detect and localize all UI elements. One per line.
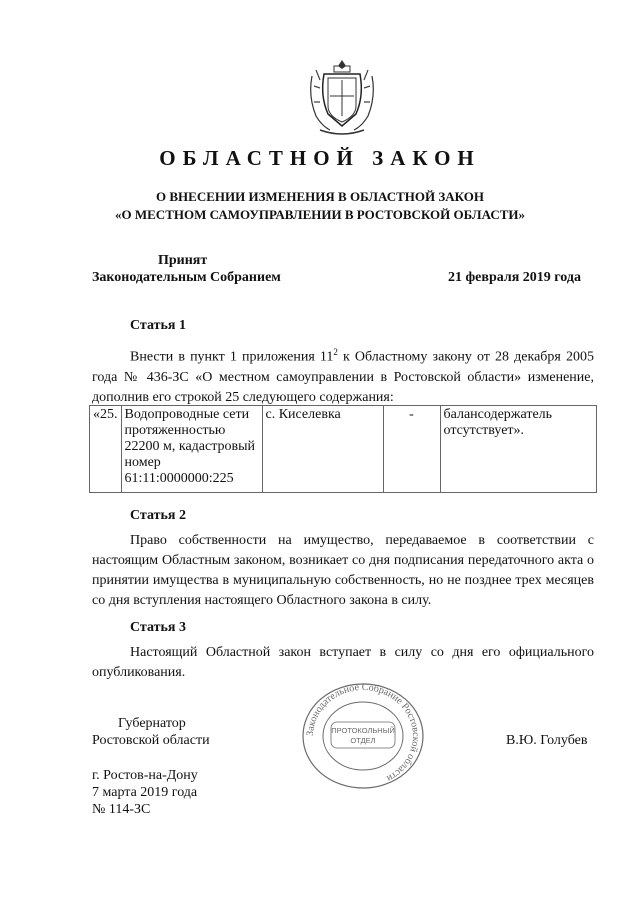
stamp-inner-line-1: ПРОТОКОЛЬНЫЙ [331, 726, 395, 735]
article-1-superscript: 2 [333, 347, 338, 357]
stamp-ring-text: Законодательное Собрание Ростовской области [304, 682, 422, 784]
footer-law-number: № 114-ЗС [92, 802, 151, 817]
document-title: ОБЛАСТНОЙ ЗАКОН [159, 146, 481, 170]
official-stamp [298, 682, 428, 790]
article-2-heading: Статья 2 [130, 508, 186, 523]
signer-position-line-2: Ростовской области [92, 733, 210, 748]
article-3-text [92, 643, 594, 683]
stamp-inner-line-2: ОТДЕЛ [350, 736, 376, 745]
row-balance-holder: балансодержатель отсутствует». [440, 406, 597, 493]
article-1-heading: Статья 1 [130, 318, 186, 333]
article-3-heading: Статья 3 [130, 620, 186, 635]
article-1-text-part1: Внести в пункт 1 приложения 11 [130, 349, 334, 365]
subtitle-line-2: «О МЕСТНОМ САМОУПРАВЛЕНИИ В РОСТОВСКОЙ ОБЛАСТИ» [115, 207, 525, 222]
row-number: «25. [90, 406, 122, 493]
coat-of-arms-emblem [306, 56, 378, 138]
accepted-by: Законодательным Собранием [92, 270, 281, 285]
signer-position-line-1: Губернатор [118, 716, 186, 731]
article-1-text [92, 342, 594, 408]
footer-date: 7 марта 2019 года [92, 785, 198, 800]
row-location: с. Киселевка [262, 406, 383, 493]
signer-name: В.Ю. Голубев [506, 733, 588, 748]
amendment-table [89, 405, 597, 493]
footer-city: г. Ростов-на-Дону [92, 768, 198, 783]
article-2-paragraph: Право собственности на имущество, передаваемое в соответствии с настоящим Областным законом, возникает со дня подписания передаточного акта о принятии имущества в муниципальную собственность, но не позднее трех месяцев со дня вступления настоящего Областного закона в силу. [92, 533, 594, 608]
document-subtitle [0, 188, 640, 224]
accepted-date: 21 февраля 2019 года [448, 270, 581, 285]
table-row [90, 406, 597, 493]
article-1-text-part2: к Областному закону от 28 декабря 2005 года № 436-ЗС «О местном самоуправлении в Ростовской области» изменение, дополнив его строкой 25 следующего содержания: [92, 349, 594, 405]
row-dash: - [383, 406, 440, 493]
subtitle-line-1: О ВНЕСЕНИИ ИЗМЕНЕНИЯ В ОБЛАСТНОЙ ЗАКОН [156, 189, 484, 204]
accepted-label: Принят [158, 253, 208, 268]
article-3-paragraph: Настоящий Областной закон вступает в силу со дня его официального опубликования. [92, 645, 594, 680]
row-object-name: Водопроводные сети протяженностью 22200 м, кадастровый номер 61:11:0000000:225 [121, 406, 262, 493]
article-2-text [92, 531, 594, 611]
